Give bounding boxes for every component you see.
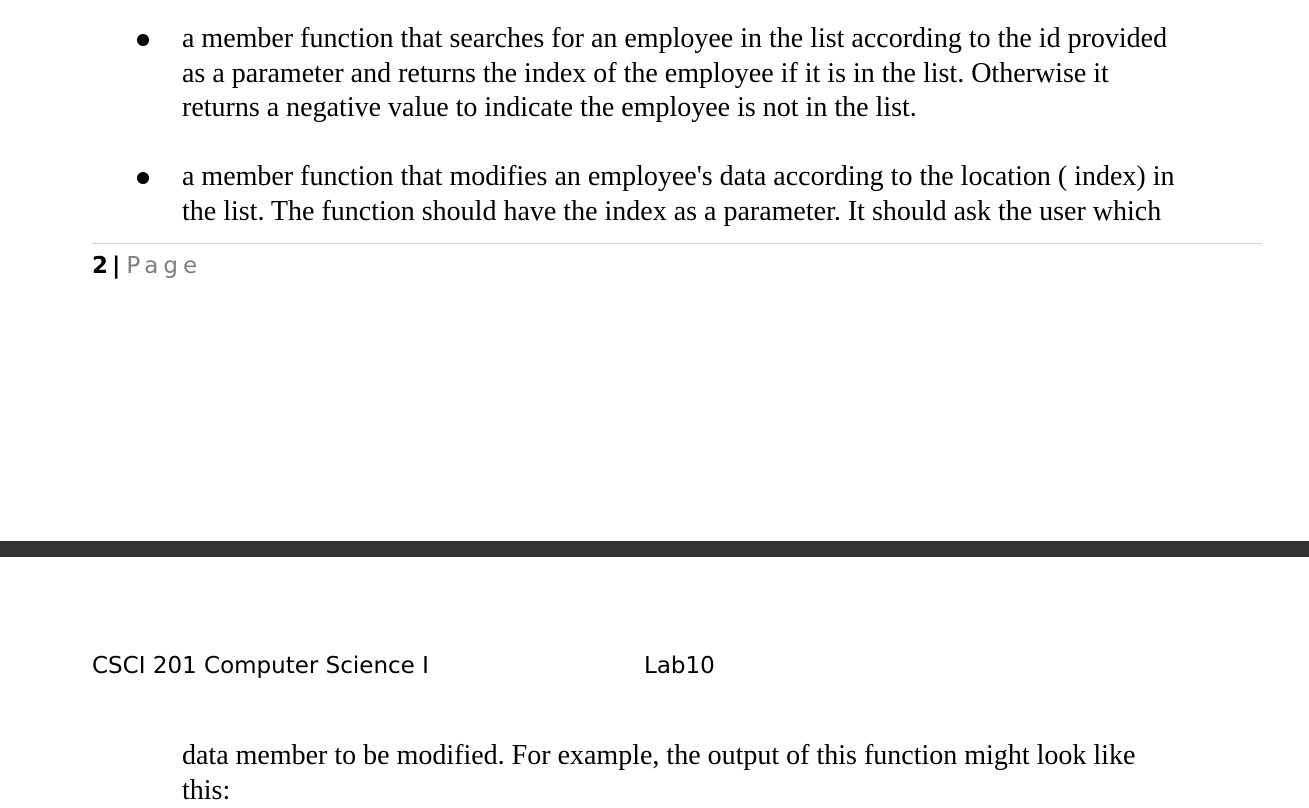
bullet-text	[182, 22, 1262, 126]
page-break-gap	[0, 541, 1309, 557]
paragraph-line: data member to be modified. For example, the output of this function might look like	[182, 739, 1262, 774]
bullet-line: a member function that modifies an employee's data according to the location ( index) in	[182, 160, 1262, 195]
bullet-line: as a parameter and returns the index of the employee if it is in the list. Otherwise it	[182, 57, 1262, 92]
footer-separator: |	[112, 253, 120, 279]
continuation-paragraph	[182, 739, 1262, 808]
paragraph-line: this:	[182, 774, 1262, 808]
bullet-line: returns a negative value to indicate the employee is not in the list.	[182, 91, 1262, 126]
page-footer	[92, 250, 202, 282]
bullet-line: the list. The function should have the index as a parameter. It should ask the user which	[182, 195, 1262, 230]
header-course-title: CSCI 201 Computer Science I	[92, 649, 429, 683]
page-label: Page	[126, 253, 202, 279]
bullet-text	[182, 160, 1262, 229]
bullet-line: a member function that searches for an employee in the list according to the id provided	[182, 22, 1262, 57]
bullet-dot	[137, 172, 149, 184]
footer-divider	[92, 243, 1262, 244]
header-lab-title: Lab10	[644, 649, 715, 683]
bullet-dot	[137, 34, 149, 46]
page-number: 2	[92, 253, 108, 279]
